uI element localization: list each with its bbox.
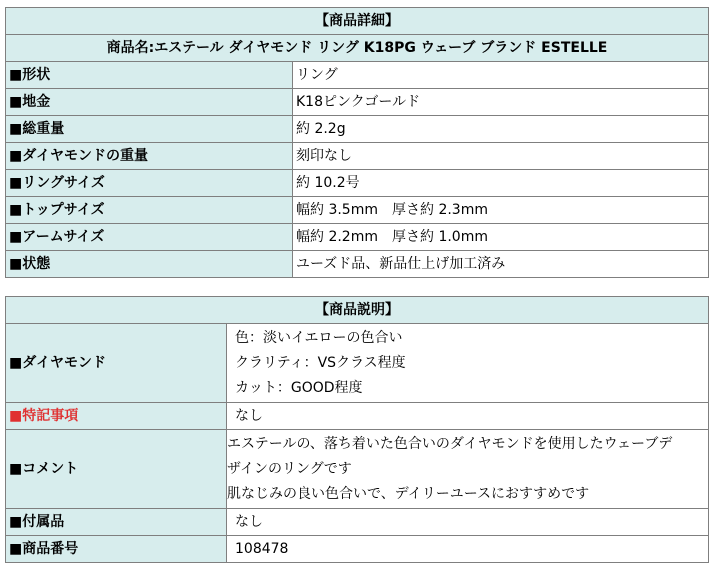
diamond-label: ■ダイヤモンド <box>6 324 227 403</box>
diamond-details <box>227 324 709 403</box>
total-weight-value: 約 2.2g <box>293 116 709 143</box>
top-size-value: 幅約 3.5mm 厚さ約 2.3mm <box>293 197 709 224</box>
comment-line-2: ザインのリングです <box>227 460 352 477</box>
item-number-value: 108478 <box>227 536 709 563</box>
top-size-label: ■トップサイズ <box>6 197 293 224</box>
shape-value: リング <box>293 62 709 89</box>
accessories-value: なし <box>227 509 709 536</box>
comment-line-1: エステールの、落ち着いた色合いのダイヤモンドを使用したウェーブデ <box>227 435 673 452</box>
ring-size-label: ■リングサイズ <box>6 170 293 197</box>
diamond-weight-value: 刻印なし <box>293 143 709 170</box>
detail-header: 【商品詳細】 <box>6 8 709 35</box>
diamond-color: 色：淡いイエローの色合い <box>235 329 403 346</box>
ring-size-value: 約 10.2号 <box>293 170 709 197</box>
description-header: 【商品説明】 <box>6 297 709 324</box>
comment-text <box>227 430 709 509</box>
product-description-table <box>5 296 709 563</box>
diamond-clarity: クラリティ：VSクラス程度 <box>235 354 406 371</box>
shape-label: ■形状 <box>6 62 293 89</box>
condition-label: ■状態 <box>6 251 293 278</box>
diamond-cut: カット：GOOD程度 <box>235 379 363 396</box>
arm-size-label: ■アームサイズ <box>6 224 293 251</box>
item-number-label: ■商品番号 <box>6 536 227 563</box>
product-name: 商品名:エステール ダイヤモンド リング K18PG ウェーブ ブランド ESTELLE <box>6 35 709 62</box>
metal-value: K18ピンクゴールド <box>293 89 709 116</box>
metal-label: ■地金 <box>6 89 293 116</box>
comment-line-3: 肌なじみの良い色合いで、デイリーユースにおすすめです <box>227 485 590 502</box>
special-notes-value: なし <box>227 403 709 430</box>
diamond-weight-label: ■ダイヤモンドの重量 <box>6 143 293 170</box>
accessories-label: ■付属品 <box>6 509 227 536</box>
comment-label: ■コメント <box>6 430 227 509</box>
condition-value: ユーズド品、新品仕上げ加工済み <box>293 251 709 278</box>
arm-size-value: 幅約 2.2mm 厚さ約 1.0mm <box>293 224 709 251</box>
product-detail-table <box>5 7 709 278</box>
special-notes-label: ■特記事項 <box>6 403 227 430</box>
total-weight-label: ■総重量 <box>6 116 293 143</box>
